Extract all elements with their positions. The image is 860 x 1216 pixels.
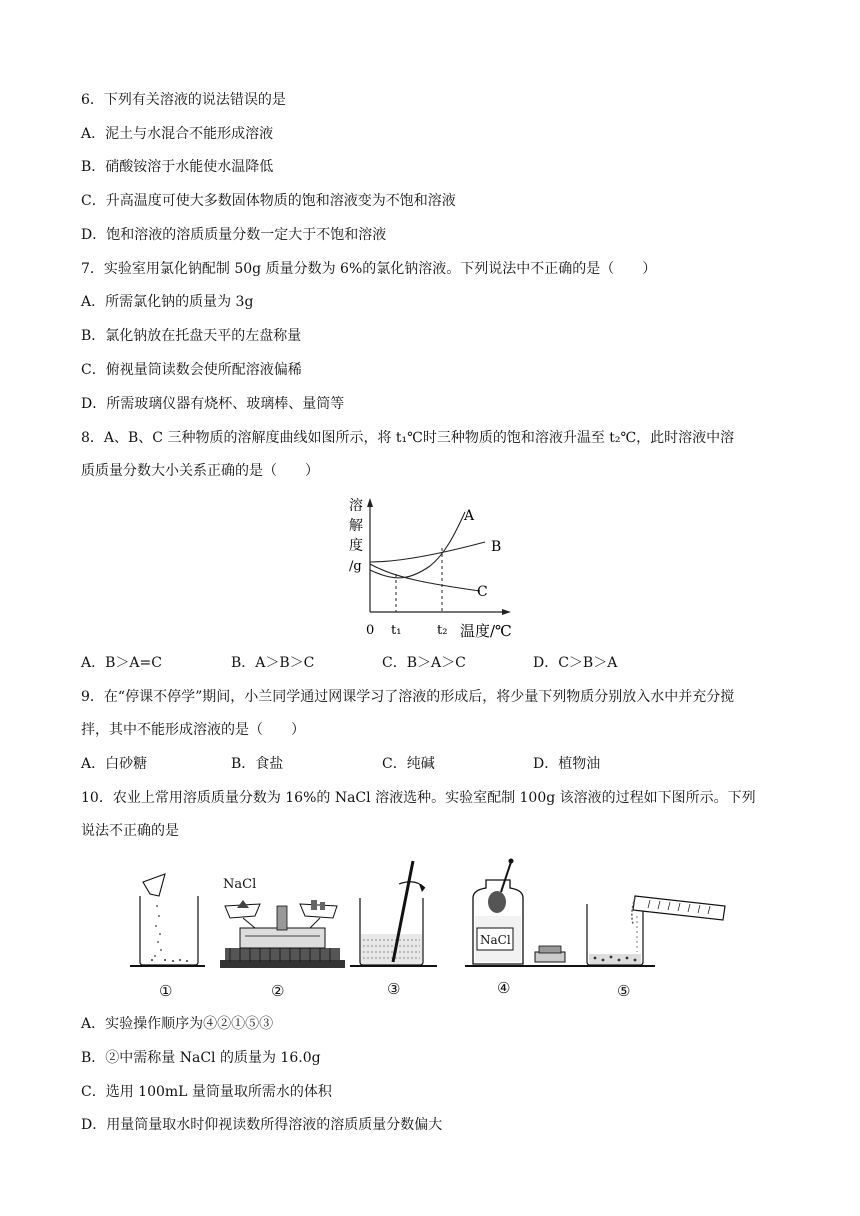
curve-a [370,512,465,578]
curve-b [370,542,485,562]
q8-option-c: C．B＞A＞C [382,655,466,671]
step1-pour-solid-illustration [130,874,205,966]
step5-number: ⑤ [617,982,631,1000]
q10-option-d: D．用量筒量取水时仰视读数所得溶液的溶质质量分数偏大 [81,1117,443,1133]
q10-option-b: B．②中需称量 NaCl 的质量为 16.0g [81,1050,321,1066]
q6-option-d: D．饱和溶液的溶质质量分数一定大于不饱和溶液 [81,227,387,243]
q8-options [81,653,781,673]
curve-c-label: C [477,584,488,600]
q9-options [81,754,781,774]
q9-option-d: D．植物油 [533,756,601,772]
q6-stem: 6．下列有关溶液的说法错误的是 [81,92,286,108]
q9-option-c: C．纯碱 [382,756,435,772]
balance-nacl-label: NaCl [223,877,257,892]
bottle-nacl-label: NaCl [480,933,511,947]
step2-number: ② [271,982,285,1000]
q10-stem-line1: 10．农业上常用溶质质量分数为 16%的 NaCl 溶液选种。实验室配制 100g 该溶液的过程如下图所示。下列 [81,790,756,806]
q10-stem-line2: 说法不正确的是 [81,823,179,839]
q8-stem-line1: 8．A、B、C 三种物质的溶解度曲线如图所示，将 t₁℃时三种物质的饱和溶液升温至 t₂℃，此时溶液中溶 [81,430,735,446]
q6-option-a: A．泥土与水混合不能形成溶液 [81,126,274,142]
step5-pour-water-illustration [580,896,725,966]
curve-c [370,564,480,591]
q7-option-b: B．氯化钠放在托盘天平的左盘称量 [81,328,302,344]
step2-balance-illustration [220,877,345,968]
step3-number: ③ [387,980,401,998]
q9-stem-line2: 拌，其中不能形成溶液的是（ ） [81,722,305,738]
t1-label: t₁ [391,623,402,638]
q7-stem: 7．实验室用氯化钠配制 50g 质量分数为 6%的氯化钠溶液。下列说法中不正确的是（ ） [81,261,657,277]
curve-a-label: A [464,508,475,524]
step1-number: ① [159,982,173,1000]
y-axis-arrow [367,498,373,507]
q7-option-c: C．俯视量筒读数会使所配溶液偏稀 [81,362,302,378]
q8-option-b: B．A＞B＞C [231,655,315,671]
step4-number: ④ [497,979,511,997]
x-axis-arrow [502,609,511,615]
step3-stirring-illustration [350,861,437,966]
q8-stem-line2: 质质量分数大小关系正确的是（ ） [81,463,319,479]
solution-preparation-figure [125,856,735,1006]
q6-option-c: C．升高温度可使大多数固体物质的饱和溶液变为不饱和溶液 [81,193,456,209]
q9-option-b: B．食盐 [231,756,284,772]
y-label-char-2: 解 [349,518,363,534]
q6-option-b: B．硝酸铵溶于水能使水温降低 [81,159,274,175]
y-label-char-4: /g [349,559,362,574]
q8-option-d: D．C＞B＞A [533,655,618,671]
q9-option-a: A．白砂糖 [81,756,148,772]
q8-option-a: A．B＞A=C [81,655,162,671]
q10-option-a: A．实验操作顺序为④②①⑤③ [81,1016,274,1032]
t2-label: t₂ [437,623,448,638]
y-label-char-1: 溶 [349,498,363,514]
q7-option-d: D．所需玻璃仪器有烧杯、玻璃棒、量筒等 [81,396,345,412]
x-axis-label: 温度/℃ [460,622,512,640]
y-label-char-3: 度 [349,538,363,554]
origin-label: 0 [366,623,375,638]
curve-b-label: B [491,539,502,555]
step4-reagent-bottle-illustration [465,859,585,967]
q7-option-a: A．所需氯化钠的质量为 3g [81,294,254,310]
q9-stem-line1: 9．在“停课不停学”期间，小兰同学通过网课学习了溶液的形成后，将少量下列物质分别放入水中并充分搅 [81,689,735,705]
q10-option-c: C．选用 100mL 量筒量取所需水的体积 [81,1084,332,1100]
solubility-curve-figure [340,492,520,642]
